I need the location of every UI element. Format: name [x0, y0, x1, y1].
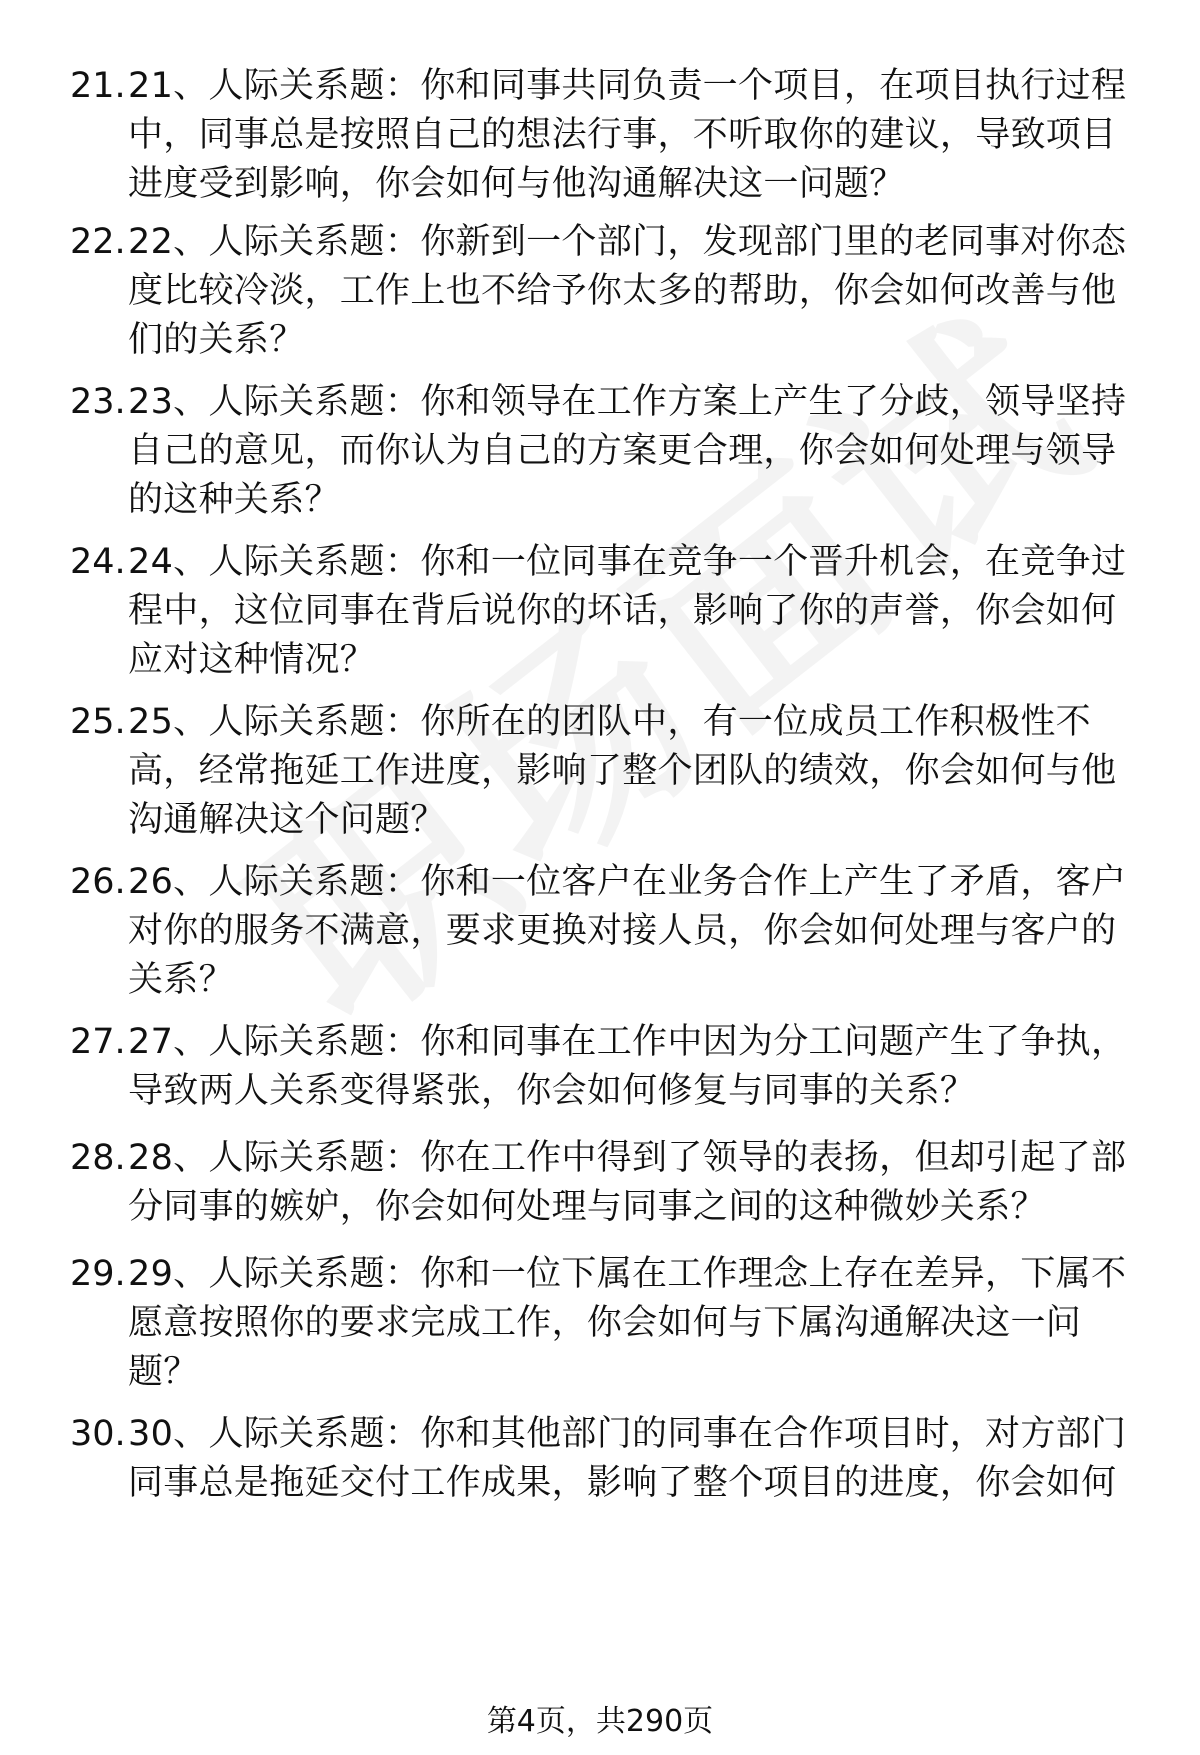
question-number: 22. — [70, 222, 126, 262]
question-item — [0, 1018, 1200, 1116]
question-number: 24. — [70, 542, 126, 582]
page-footer: 第4页，共290页 — [486, 1704, 714, 1739]
question-text: 28、人际关系题：你在工作中得到了领导的表扬，但却引起了部分同事的嫉妒，你会如何处理与同事之间的这种微妙关系？ — [128, 1138, 1127, 1227]
question-number: 29. — [70, 1254, 126, 1294]
question-item — [0, 538, 1200, 685]
question-text: 23、人际关系题：你和领导在工作方案上产生了分歧，领导坚持自己的意见，而你认为自己的方案更合理，你会如何处理与领导的这种关系？ — [128, 382, 1127, 520]
question-item — [0, 1410, 1200, 1508]
question-number: 23. — [70, 382, 126, 422]
question-text: 24、人际关系题：你和一位同事在竞争一个晋升机会，在竞争过程中，这位同事在背后说你的坏话，影响了你的声誉，你会如何应对这种情况？ — [128, 542, 1127, 680]
question-item — [0, 698, 1200, 845]
question-item — [0, 1250, 1200, 1397]
question-item — [0, 858, 1200, 1005]
question-item — [0, 62, 1200, 209]
question-text: 21、人际关系题：你和同事共同负责一个项目，在项目执行过程中，同事总是按照自己的想法行事，不听取你的建议，导致项目进度受到影响，你会如何与他沟通解决这一问题？ — [128, 66, 1127, 204]
question-text: 26、人际关系题：你和一位客户在业务合作上产生了矛盾，客户对你的服务不满意，要求更换对接人员，你会如何处理与客户的关系？ — [128, 862, 1127, 1000]
question-text: 30、人际关系题：你和其他部门的同事在合作项目时，对方部门同事总是拖延交付工作成果，影响了整个项目的进度，你会如何 — [128, 1414, 1127, 1503]
question-number: 30. — [70, 1414, 126, 1454]
question-item — [0, 378, 1200, 525]
question-number: 25. — [70, 702, 126, 742]
question-text: 27、人际关系题：你和同事在工作中因为分工问题产生了争执，导致两人关系变得紧张，你会如何修复与同事的关系？ — [128, 1022, 1127, 1111]
question-text: 22、人际关系题：你新到一个部门，发现部门里的老同事对你态度比较冷淡，工作上也不给予你太多的帮助，你会如何改善与他们的关系？ — [128, 222, 1127, 360]
question-number: 28. — [70, 1138, 126, 1178]
question-number: 26. — [70, 862, 126, 902]
question-item — [0, 1134, 1200, 1232]
question-text: 25、人际关系题：你所在的团队中，有一位成员工作积极性不高，经常拖延工作进度，影响了整个团队的绩效，你会如何与他沟通解决这个问题？ — [128, 702, 1117, 840]
question-text: 29、人际关系题：你和一位下属在工作理念上存在差异，下属不愿意按照你的要求完成工作，你会如何与下属沟通解决这一问题？ — [128, 1254, 1127, 1392]
question-item — [0, 218, 1200, 365]
question-number: 21. — [70, 66, 126, 106]
question-number: 27. — [70, 1022, 126, 1062]
